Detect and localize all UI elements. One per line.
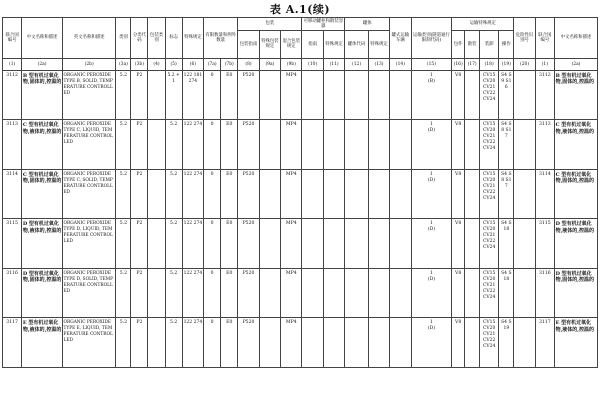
column-number: (10) <box>302 58 323 70</box>
en-name-cell: ORGANIC PEROXIDE TYPE C, SOLID, TEMPERATURE CONTROLLED <box>62 169 115 219</box>
pt-special-cell <box>323 120 344 170</box>
en-name-cell: ORGANIC PEROXIDE TYPE B, SOLID, TEMPERATURE CONTROLLED <box>62 70 115 120</box>
packing-group-cell <box>148 268 165 318</box>
class-cell: 5.2 <box>116 169 131 219</box>
header-zh-name-2: 中文名称和描述 <box>554 18 597 59</box>
packing-group-cell <box>148 70 165 120</box>
excepted-qty-cell: E0 <box>221 169 238 219</box>
header-hazard-id: 危险性识别号 <box>514 18 535 59</box>
column-number: (17) <box>465 58 480 70</box>
table-row <box>3 268 598 318</box>
en-name-cell: ORGANIC PEROXIDE TYPE C, LIQUID, TEMPERATURE CONTROLLED <box>62 120 115 170</box>
excepted-qty-cell: E0 <box>221 219 238 269</box>
un-no-2-cell: 3116 <box>535 268 554 318</box>
transport-category-cell <box>411 268 452 318</box>
class-code-cell: P2 <box>131 318 148 368</box>
class-code-cell: P2 <box>131 219 148 269</box>
transport-category: 1 <box>430 320 433 326</box>
un-no-2-cell: 3114 <box>535 169 554 219</box>
packing-group-cell <box>148 318 165 368</box>
header-limited-excepted: 有限数量和例外数量 <box>204 18 238 59</box>
tank-special-cell <box>368 268 389 318</box>
column-number: (6) <box>182 58 203 70</box>
pt-special-cell <box>323 169 344 219</box>
special-provisions-cell: 122 274 <box>182 219 203 269</box>
zh-name-2-cell: C 型有机过氧化物,液体的,控温的 <box>554 120 597 170</box>
hazard-id-cell <box>514 169 535 219</box>
pt-special-cell <box>323 268 344 318</box>
header-label: 标志 <box>165 18 182 59</box>
column-number: (7b) <box>221 58 238 70</box>
pack-instr-cell: P520 <box>238 120 259 170</box>
column-number: (11) <box>323 58 344 70</box>
label-cell: 5.2 <box>165 120 182 170</box>
pack-special-cell <box>259 70 280 120</box>
column-number: (5) <box>165 58 182 70</box>
column-number: (9a) <box>259 58 280 70</box>
column-number: (2a) <box>554 58 597 70</box>
bulk-cell <box>465 268 480 318</box>
header-special-provisions: 特殊规定 <box>182 18 203 59</box>
zh-name-cell: D 型有机过氧化物,液体的,控温的 <box>22 219 63 269</box>
header-load: 装卸 <box>480 30 499 58</box>
tank-special-cell <box>368 219 389 269</box>
tank-special-cell <box>368 169 389 219</box>
load-cell: CV15 CV20 CV21 CV22 CV24 <box>480 268 499 318</box>
load-cell: CV15 CV20 CV21 CV22 CV24 <box>480 70 499 120</box>
column-number: (1) <box>3 58 22 70</box>
class-cell: 5.2 <box>116 318 131 368</box>
header-tank-code: 罐体代码 <box>345 30 369 58</box>
special-provisions-cell: 122 274 <box>182 268 203 318</box>
un-no-cell: 3113 <box>3 120 22 170</box>
table-row <box>3 219 598 269</box>
label-cell: 5.2 <box>165 219 182 269</box>
limited-qty-cell: 0 <box>204 268 221 318</box>
tank-code-cell <box>345 120 369 170</box>
en-name-cell: ORGANIC PEROXIDE TYPE E, LIQUID, TEMPERATURE CONTROLLED <box>62 318 115 368</box>
special-provisions-cell: 122 274 <box>182 318 203 368</box>
bulk-cell <box>465 318 480 368</box>
excepted-qty-cell: E0 <box>221 120 238 170</box>
header-transport-category: 运输类别(隧道通行限制代码) <box>411 18 452 59</box>
header-pieces: 包件 <box>452 30 465 58</box>
zh-name-cell: C 型有机过氧化物,液体的,控温的 <box>22 120 63 170</box>
load-cell: CV15 CV20 CV21 CV22 CV24 <box>480 318 499 368</box>
special-provisions-cell: 122 181 274 <box>182 70 203 120</box>
class-code-cell: P2 <box>131 120 148 170</box>
header-pack-instr: 包装指南 <box>238 30 259 58</box>
header-pt-instr: 指南 <box>302 30 323 58</box>
header-packing-group: 包装类别 <box>148 18 165 59</box>
zh-name-cell: D 型有机过氧化物,固体的,控温的 <box>22 268 63 318</box>
mixed-pack-cell: MP4 <box>281 318 302 368</box>
zh-name-2-cell: D 型有机过氧化物,固体的,控温的 <box>554 268 597 318</box>
hazard-id-cell <box>514 219 535 269</box>
packing-group-cell <box>148 219 165 269</box>
column-number: (18) <box>480 58 499 70</box>
operation-cell: S4 S18 <box>499 268 514 318</box>
header-mixed-pack: 混合包装规定 <box>281 30 302 58</box>
class-cell: 5.2 <box>116 120 131 170</box>
class-code-cell: P2 <box>131 70 148 120</box>
tank-code-cell <box>345 268 369 318</box>
class-cell: 5.2 <box>116 70 131 120</box>
mixed-pack-cell: MP4 <box>281 169 302 219</box>
vehicle-cell <box>390 318 411 368</box>
operation-cell: S4 S8 S17 <box>499 120 514 170</box>
operation-cell: S4 S18 <box>499 219 514 269</box>
pack-special-cell <box>259 120 280 170</box>
pieces-cell: V8 <box>452 318 465 368</box>
column-number: (3a) <box>116 58 131 70</box>
un-no-cell: 3112 <box>3 70 22 120</box>
limited-qty-cell: 0 <box>204 120 221 170</box>
transport-category-cell <box>411 219 452 269</box>
zh-name-cell: C 型有机过氧化物,固体的,控温的 <box>22 169 63 219</box>
excepted-qty-cell: E0 <box>221 268 238 318</box>
tank-code-cell <box>345 219 369 269</box>
zh-name-2-cell: B 型有机过氧化物,固体的,控温的 <box>554 70 597 120</box>
tunnel-code: (D) <box>427 227 435 233</box>
header-pt-special: 特殊规定 <box>323 30 344 58</box>
transport-category-cell <box>411 70 452 120</box>
column-number: (20) <box>514 58 535 70</box>
column-number: (12) <box>345 58 369 70</box>
vehicle-cell <box>390 120 411 170</box>
header-tank: 罐体 <box>345 18 390 31</box>
header-operation: 操作 <box>499 30 514 58</box>
vehicle-cell <box>390 219 411 269</box>
pieces-cell: V8 <box>452 70 465 120</box>
transport-category: 1 <box>430 270 433 276</box>
column-number: (15) <box>411 58 452 70</box>
column-number: (2b) <box>62 58 115 70</box>
un-no-2-cell: 3115 <box>535 219 554 269</box>
tank-code-cell <box>345 70 369 120</box>
header-vehicle: 罐式运输车辆 <box>390 18 411 59</box>
pt-special-cell <box>323 219 344 269</box>
class-cell: 5.2 <box>116 219 131 269</box>
bulk-cell <box>465 70 480 120</box>
pack-special-cell <box>259 219 280 269</box>
header-un-no-2: 联合国编号 <box>535 18 554 59</box>
label-cell: 5.2 <box>165 169 182 219</box>
un-no-cell: 3117 <box>3 318 22 368</box>
header-en-name: 英文名称和描述 <box>62 18 115 59</box>
zh-name-cell: E 型有机过氧化物,液体的,控温的 <box>22 318 63 368</box>
limited-qty-cell: 0 <box>204 318 221 368</box>
column-number: (2a) <box>22 58 63 70</box>
operation-cell: S4 S19 <box>499 318 514 368</box>
operation-cell: S4 S9 S16 <box>499 70 514 120</box>
header-portable-tank: 可移动罐柜和散装容器 <box>303 18 344 29</box>
column-number: (3b) <box>131 58 148 70</box>
vehicle-cell <box>390 268 411 318</box>
label-cell: 5.2 <box>165 268 182 318</box>
pt-instr-cell <box>302 219 323 269</box>
hazard-id-cell <box>514 318 535 368</box>
column-number: (13) <box>368 58 389 70</box>
hazard-id-cell <box>514 70 535 120</box>
table-row <box>3 70 598 120</box>
limited-qty-cell: 0 <box>204 219 221 269</box>
excepted-qty-cell: E0 <box>221 70 238 120</box>
class-code-cell: P2 <box>131 268 148 318</box>
header-un-no: 联合国编号 <box>3 18 22 59</box>
pieces-cell: V8 <box>452 219 465 269</box>
un-no-cell: 3114 <box>3 169 22 219</box>
zh-name-cell: B 型有机过氧化物,固体的,控温的 <box>22 70 63 120</box>
label-cell: 5.2 <box>165 318 182 368</box>
table-row <box>3 169 598 219</box>
pack-instr-cell: P520 <box>238 169 259 219</box>
class-code-cell: P2 <box>131 169 148 219</box>
header-transport-special: 运输特殊规定 <box>452 18 514 31</box>
special-provisions-cell: 122 274 <box>182 169 203 219</box>
column-number: (16) <box>452 58 465 70</box>
tank-special-cell <box>368 70 389 120</box>
pieces-cell: V8 <box>452 268 465 318</box>
pack-instr-cell: P520 <box>238 70 259 120</box>
column-number: (4) <box>148 58 165 70</box>
limited-qty-cell: 0 <box>204 70 221 120</box>
pt-special-cell <box>323 318 344 368</box>
column-number: (19) <box>499 58 514 70</box>
mixed-pack-cell: MP4 <box>281 268 302 318</box>
table-row <box>3 318 598 368</box>
pack-instr-cell: P520 <box>238 318 259 368</box>
en-name-cell: ORGANIC PEROXIDE TYPE D, SOLID, TEMPERATURE CONTROLLED <box>62 268 115 318</box>
transport-category-cell <box>411 318 452 368</box>
hazard-id-cell <box>514 268 535 318</box>
pack-special-cell <box>259 268 280 318</box>
pieces-cell: V8 <box>452 169 465 219</box>
zh-name-2-cell: C 型有机过氧化物,固体的,控温的 <box>554 169 597 219</box>
table-title: 表 A.1(续) <box>269 3 331 16</box>
tunnel-code: (D) <box>427 128 435 134</box>
pt-instr-cell <box>302 70 323 120</box>
zh-name-2-cell: E 型有机过氧化物,液体的,控温的 <box>554 318 597 368</box>
transport-category: 1 <box>430 122 433 128</box>
pack-instr-cell: P520 <box>238 268 259 318</box>
hazard-id-cell <box>514 120 535 170</box>
mixed-pack-cell: MP4 <box>281 120 302 170</box>
pack-special-cell <box>259 169 280 219</box>
load-cell: CV15 CV20 CV21 CV22 CV24 <box>480 219 499 269</box>
special-provisions-cell: 122 274 <box>182 120 203 170</box>
tunnel-code: (D) <box>427 276 435 282</box>
load-cell: CV15 CV20 CV21 CV22 CV24 <box>480 120 499 170</box>
tank-code-cell <box>345 318 369 368</box>
header-bulk: 散装 <box>465 30 480 58</box>
header-class: 类别 <box>116 18 131 59</box>
column-number-row <box>3 58 598 70</box>
un-no-2-cell: 3117 <box>535 318 554 368</box>
pack-instr-cell: P520 <box>238 219 259 269</box>
bulk-cell <box>465 219 480 269</box>
load-cell: CV15 CV20 CV21 CV22 CV24 <box>480 169 499 219</box>
vehicle-cell <box>390 169 411 219</box>
tunnel-code: (D) <box>427 177 435 183</box>
mixed-pack-cell: MP4 <box>281 70 302 120</box>
tank-special-cell <box>368 318 389 368</box>
header-zh-name: 中文名称和描述 <box>22 18 63 59</box>
header-packaging: 包装 <box>238 18 302 31</box>
pt-instr-cell <box>302 268 323 318</box>
bulk-cell <box>465 120 480 170</box>
column-number: (8) <box>238 58 259 70</box>
un-no-2-cell: 3112 <box>535 70 554 120</box>
zh-name-2-cell: D 型有机过氧化物,液体的,控温的 <box>554 219 597 269</box>
transport-category: 1 <box>430 171 433 177</box>
tunnel-code: (D) <box>427 326 435 332</box>
bulk-cell <box>465 169 480 219</box>
packing-group-cell <box>148 169 165 219</box>
excepted-qty-cell: E0 <box>221 318 238 368</box>
header-tank-special: 特殊规定 <box>368 30 389 58</box>
pieces-cell: V8 <box>452 120 465 170</box>
tunnel-code: (B) <box>428 78 435 84</box>
pt-instr-cell <box>302 318 323 368</box>
operation-cell: S4 S8 S17 <box>499 169 514 219</box>
pack-special-cell <box>259 318 280 368</box>
pt-instr-cell <box>302 120 323 170</box>
vehicle-cell <box>390 70 411 120</box>
limited-qty-cell: 0 <box>204 169 221 219</box>
transport-category-cell <box>411 169 452 219</box>
pt-special-cell <box>323 70 344 120</box>
en-name-cell: ORGANIC PEROXIDE TYPE D, LIQUID, TEMPERATURE CONTROLLED <box>62 219 115 269</box>
un-no-cell: 3116 <box>3 268 22 318</box>
column-number: (14) <box>390 58 411 70</box>
class-cell: 5.2 <box>116 268 131 318</box>
un-no-2-cell: 3113 <box>535 120 554 170</box>
header-class-code: 分类代码 <box>131 18 148 59</box>
packing-group-cell <box>148 120 165 170</box>
pt-instr-cell <box>302 169 323 219</box>
table-row <box>3 120 598 170</box>
tank-code-cell <box>345 169 369 219</box>
transport-category-cell <box>411 120 452 170</box>
header-pack-special: 特殊包装规定 <box>259 30 280 58</box>
dangerous-goods-table <box>2 17 598 368</box>
column-number: (7a) <box>204 58 221 70</box>
column-number: (1) <box>535 58 554 70</box>
tank-special-cell <box>368 120 389 170</box>
transport-category: 1 <box>430 72 433 78</box>
un-no-cell: 3115 <box>3 219 22 269</box>
transport-category: 1 <box>430 221 433 227</box>
table-body <box>3 70 598 367</box>
column-number: (9b) <box>281 58 302 70</box>
label-cell: 5.2 + 1 <box>165 70 182 120</box>
mixed-pack-cell: MP4 <box>281 219 302 269</box>
